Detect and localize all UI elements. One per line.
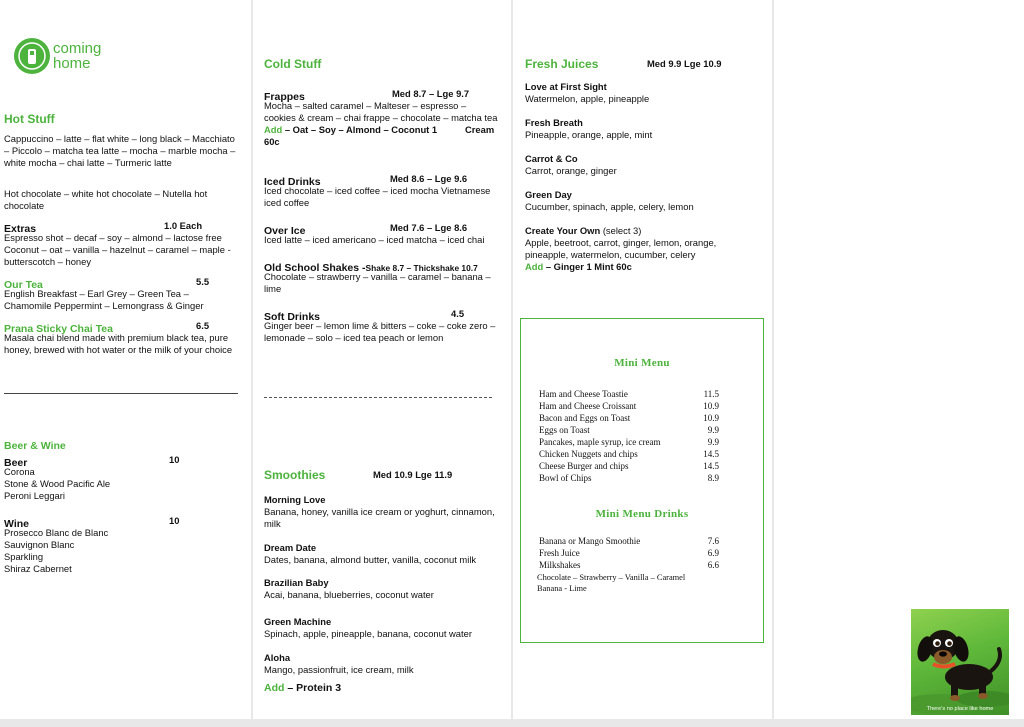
divider xyxy=(264,397,492,398)
beer-item: Stone & Wood Pacific Ale xyxy=(4,478,111,489)
wine-title: Wine xyxy=(4,518,29,530)
soft-drinks-name: Soft Drinks xyxy=(264,311,321,323)
shakes-section xyxy=(264,258,500,295)
frappes-text: Mocha – salted caramel – Malteser – espresso – cookies & cream – chai frappe – chocolate – matcha tea xyxy=(264,100,498,123)
juices-header xyxy=(525,55,765,70)
logo-icon xyxy=(14,38,50,74)
chai-text: Masala chai blend made with premium black tea, pure honey, brewed with hot water or the milk of your choice xyxy=(4,332,233,355)
our-tea-section xyxy=(4,275,236,312)
item-name: Brazilian Baby xyxy=(264,577,329,588)
wine-item: Shiraz Cabernet xyxy=(4,563,72,574)
dog-image xyxy=(911,609,1009,715)
mini-drinks-list xyxy=(539,535,719,571)
list-item: Fresh Juice 6.9 xyxy=(539,548,719,558)
logo-text: coming home xyxy=(53,40,102,72)
mini-menu-title: Mini Menu xyxy=(614,357,670,369)
menu-panel-4 xyxy=(774,0,1024,719)
item-desc: Cucumber, spinach, apple, celery, lemon xyxy=(525,201,694,212)
list-item xyxy=(525,117,761,153)
item-name: Carrot & Co xyxy=(525,153,578,164)
item-name: Create Your Own xyxy=(525,225,601,236)
add-extra: Cream xyxy=(465,124,495,135)
wine-price: 10 xyxy=(169,515,180,526)
item-desc: Spinach, apple, pineapple, banana, coconut water xyxy=(264,628,472,639)
add-text: – Ginger 1 Mint 60c xyxy=(545,261,632,272)
list-item: Pancakes, maple syrup, ice cream 9.9 xyxy=(539,437,719,447)
juices-title: Fresh Juices xyxy=(525,57,599,71)
list-item: Bacon and Eggs on Toast 10.9 xyxy=(539,413,719,423)
wine-item: Sauvignon Blanc xyxy=(4,539,75,550)
list-item: Eggs on Toast 9.9 xyxy=(539,425,719,435)
chai-title: Prana Sticky Chai Tea xyxy=(4,323,113,335)
item-desc: Mango, passionfruit, ice cream, milk xyxy=(264,664,414,675)
iced-section xyxy=(264,172,500,209)
divider xyxy=(4,393,238,394)
juices-list xyxy=(525,81,761,273)
extras-text: Espresso shot – decaf – soy – almond – lactose free Coconut – oat – vanilla – hazelnut – caramel – maple -butterscotch – honey xyxy=(4,232,231,267)
smoothies-add xyxy=(264,682,500,694)
add-extra-price: 60c xyxy=(264,136,280,147)
add-text: – Protein 3 xyxy=(287,682,342,694)
beer-section xyxy=(4,453,204,502)
smoothies-title: Smoothies xyxy=(264,468,326,482)
mini-menu-box xyxy=(520,318,764,643)
list-item xyxy=(525,189,761,225)
list-item: Ham and Cheese Croissant 10.9 xyxy=(539,401,719,411)
add-label: Add xyxy=(264,124,283,135)
item-desc: Watermelon, apple, pineapple xyxy=(525,93,650,104)
list-item xyxy=(264,542,500,577)
beer-price: 10 xyxy=(169,454,180,465)
frappes-price: Med 8.7 – Lge 9.7 xyxy=(392,88,470,99)
shakes-name: Old School Shakes - xyxy=(264,262,366,274)
over-ice-price: Med 7.6 – Lge 8.6 xyxy=(390,222,468,233)
add-text: – Oat – Soy – Almond – Coconut 1 xyxy=(284,124,438,135)
item-desc: Banana, honey, vanilla ice cream or yoghurt, cinnamon, milk xyxy=(264,506,495,529)
list-item: Chicken Nuggets and chips 14.5 xyxy=(539,449,719,459)
item-name: Green Machine xyxy=(264,616,332,627)
chai-section xyxy=(4,319,240,356)
hot-stuff-chocolate: Hot chocolate – white hot chocolate – Nutella hot chocolate xyxy=(4,188,208,211)
item-name: Dream Date xyxy=(264,542,317,553)
list-item xyxy=(525,153,761,189)
dachshund-icon xyxy=(911,609,1009,715)
list-item: Banana or Mango Smoothie 7.6 xyxy=(539,536,719,546)
shakes-text: Chocolate – strawberry – vanilla – caramel – banana – lime xyxy=(264,271,491,294)
item-name: Love at First Sight xyxy=(525,81,607,92)
hot-stuff-coffee: Cappuccino – latte – flat white – long black – Macchiato – Piccolo – matcha tea latte – mocha – marble mocha – white mocha – chai latte – Turmeric latte xyxy=(4,133,236,168)
item-desc: Carrot, orange, ginger xyxy=(525,165,617,176)
add-label: Add xyxy=(525,261,544,272)
soft-drinks-price: 4.5 xyxy=(451,308,465,319)
beer-item: Corona xyxy=(4,466,35,477)
list-item: Milkshakes 6.6 xyxy=(539,560,719,570)
add-label: Add xyxy=(264,682,285,694)
list-item xyxy=(264,616,500,652)
iced-price: Med 8.6 – Lge 9.6 xyxy=(390,173,468,184)
item-note: (select 3) xyxy=(602,225,642,236)
beer-title: Beer xyxy=(4,457,28,469)
soft-drinks-text: Ginger beer – lemon lime & bitters – coke – coke zero – lemonade – solo – iced tea peach or lemon xyxy=(264,320,496,343)
iced-name: Iced Drinks xyxy=(264,176,321,188)
menu-panel-2 xyxy=(253,0,511,719)
item-desc: Apple, beetroot, carrot, ginger, lemon, orange, pineapple, watermelon, cucumber, celery xyxy=(525,237,717,260)
item-name: Green Day xyxy=(525,189,572,200)
list-item xyxy=(525,81,761,117)
wine-section xyxy=(4,514,204,575)
item-name: Aloha xyxy=(264,652,291,663)
smoothies-price: Med 10.9 Lge 11.9 xyxy=(373,469,453,480)
iced-text: Iced chocolate – iced coffee – iced mocha Vietnamese iced coffee xyxy=(264,185,491,208)
list-item: Cheese Burger and chips 14.5 xyxy=(539,461,719,471)
item-name: Morning Love xyxy=(264,494,326,505)
over-ice-section xyxy=(264,221,500,246)
item-name: Fresh Breath xyxy=(525,117,583,128)
wine-item: Sparkling xyxy=(4,551,44,562)
hot-stuff-title: Hot Stuff xyxy=(4,112,55,126)
mini-menu-drinks-title: Mini Menu Drinks xyxy=(595,508,689,520)
over-ice-text: Iced latte – iced americano – iced matcha – iced chai xyxy=(264,234,485,245)
smoothies-header xyxy=(264,466,500,481)
smoothies-list xyxy=(264,494,500,694)
our-tea-price: 5.5 xyxy=(196,276,210,287)
list-item xyxy=(264,494,500,542)
list-item xyxy=(264,577,500,616)
item-desc: Dates, banana, almond butter, vanilla, coconut milk xyxy=(264,554,477,565)
extras-title: Extras xyxy=(4,223,37,235)
item-desc: Pineapple, orange, apple, mint xyxy=(525,129,653,140)
beer-wine-title: Beer & Wine xyxy=(4,440,66,452)
over-ice-name: Over Ice xyxy=(264,225,306,237)
shakes-price: Shake 8.7 – Thickshake 10.7 xyxy=(365,263,478,273)
list-item: Bowl of Chips 8.9 xyxy=(539,473,719,483)
soft-drinks-section xyxy=(264,307,500,344)
mini-menu-list xyxy=(539,388,719,484)
dog-image-caption: There's no place like home xyxy=(926,706,994,712)
cold-stuff-title: Cold Stuff xyxy=(264,57,322,71)
frappes-name: Frappes xyxy=(264,91,305,103)
wine-item: Prosecco Blanc de Blanc xyxy=(4,527,109,538)
our-tea-text: English Breakfast – Earl Grey – Green Tea – Chamomile Peppermint – Lemongrass & Ginger xyxy=(4,288,204,311)
chai-price: 6.5 xyxy=(196,320,210,331)
menu-panel-1 xyxy=(0,0,251,719)
mini-flavours: Chocolate – Strawberry – Vanilla – Caramel Banana - Lime xyxy=(537,573,686,593)
juices-price: Med 9.9 Lge 10.9 xyxy=(647,58,722,69)
extras-price: 1.0 Each xyxy=(164,220,203,231)
menu-panel-3 xyxy=(513,0,772,719)
list-item xyxy=(264,652,500,682)
list-item: Ham and Cheese Toastie 11.5 xyxy=(539,389,719,399)
create-your-own xyxy=(525,225,761,273)
item-desc: Acai, banana, blueberries, coconut water xyxy=(264,589,434,600)
frappes-section xyxy=(264,87,500,148)
our-tea-title: Our Tea xyxy=(4,279,43,291)
extras-section xyxy=(4,219,236,268)
beer-item: Peroni Leggari xyxy=(4,490,65,501)
frappes-add xyxy=(264,124,500,136)
